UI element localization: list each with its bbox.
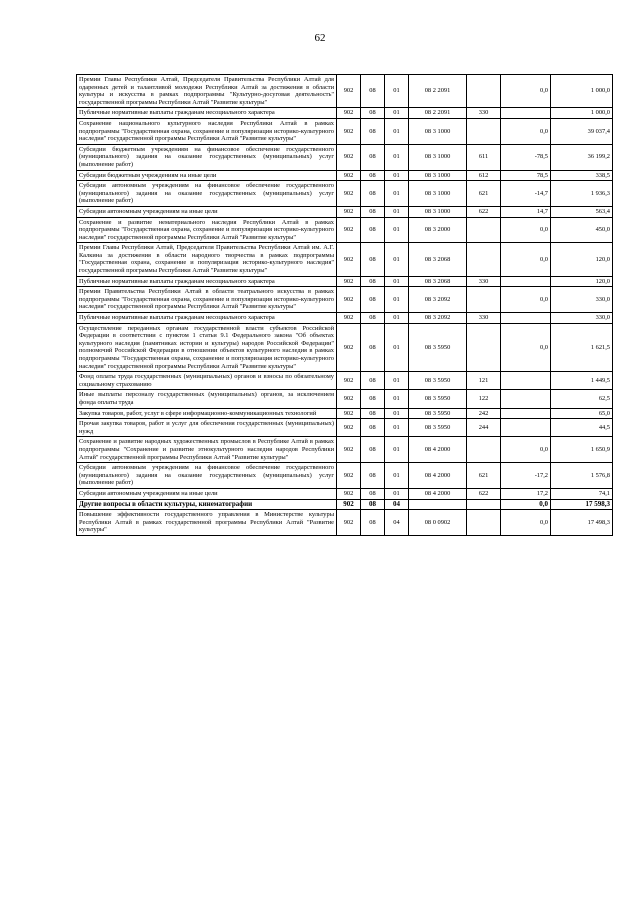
cell-section: 08 [361, 276, 385, 287]
table-row [77, 75, 613, 108]
row-description: Публичные нормативные выплаты гражданам несоциального характера [77, 108, 337, 119]
cell-grbs: 902 [337, 206, 361, 217]
cell-expense-type: 621 [467, 463, 501, 489]
cell-subsection: 01 [385, 463, 409, 489]
row-description: Иные выплаты персоналу государственных (муниципальных) органов, за исключением фонда оплаты труда [77, 390, 337, 408]
cell-target-article: 08 3 1000 [409, 206, 467, 217]
table-row [77, 118, 613, 144]
cell-subsection: 01 [385, 108, 409, 119]
cell-expense-type [467, 75, 501, 108]
cell-target-article: 08 0 0902 [409, 510, 467, 536]
cell-total: 36 199,2 [551, 144, 613, 170]
row-description: Субсидии автономным учреждениям на иные цели [77, 206, 337, 217]
cell-change [501, 408, 551, 419]
row-description: Субсидии автономным учреждениям на иные цели [77, 488, 337, 499]
cell-section: 08 [361, 390, 385, 408]
cell-target-article: 08 3 1000 [409, 170, 467, 181]
cell-expense-type: 242 [467, 408, 501, 419]
cell-change: 78,5 [501, 170, 551, 181]
table-row [77, 206, 613, 217]
cell-change: 0,0 [501, 510, 551, 536]
cell-grbs: 902 [337, 419, 361, 437]
table-row [77, 243, 613, 276]
table-row [77, 390, 613, 408]
cell-subsection: 01 [385, 276, 409, 287]
cell-target-article: 08 3 1000 [409, 118, 467, 144]
cell-grbs: 902 [337, 499, 361, 510]
cell-subsection: 01 [385, 181, 409, 207]
cell-expense-type: 612 [467, 170, 501, 181]
cell-expense-type: 611 [467, 144, 501, 170]
cell-subsection: 04 [385, 499, 409, 510]
table-row [77, 276, 613, 287]
table-row [77, 437, 613, 463]
cell-total: 74,1 [551, 488, 613, 499]
cell-expense-type [467, 118, 501, 144]
cell-grbs: 902 [337, 108, 361, 119]
cell-subsection: 01 [385, 323, 409, 372]
cell-expense-type: 122 [467, 390, 501, 408]
cell-change: 0,0 [501, 118, 551, 144]
row-description: Другие вопросы в области культуры, кинематографии [77, 499, 337, 510]
cell-grbs: 902 [337, 170, 361, 181]
cell-expense-type [467, 510, 501, 536]
cell-subsection: 01 [385, 75, 409, 108]
cell-subsection: 01 [385, 390, 409, 408]
cell-section: 08 [361, 217, 385, 243]
cell-change: -78,5 [501, 144, 551, 170]
row-description: Публичные нормативные выплаты гражданам несоциального характера [77, 313, 337, 324]
cell-subsection: 04 [385, 510, 409, 536]
cell-grbs: 902 [337, 463, 361, 489]
cell-total: 39 037,4 [551, 118, 613, 144]
cell-section: 08 [361, 144, 385, 170]
table-row [77, 108, 613, 119]
cell-target-article: 08 3 2000 [409, 217, 467, 243]
cell-target-article: 08 3 5950 [409, 390, 467, 408]
cell-total: 1 650,9 [551, 437, 613, 463]
cell-total: 44,5 [551, 419, 613, 437]
row-description: Сохранение и развитие нематериального наследия Республики Алтай в рамках подпрограммы "Государственная охрана, сохранение и популяризация историко-культурного наследия" государственной программы Республики Алтай "Развитие культуры" [77, 217, 337, 243]
cell-expense-type: 622 [467, 206, 501, 217]
cell-section: 08 [361, 499, 385, 510]
cell-change: 0,0 [501, 323, 551, 372]
cell-target-article: 08 3 2092 [409, 287, 467, 313]
row-description: Закупка товаров, работ, услуг в сфере информационно-коммуникационных технологий [77, 408, 337, 419]
budget-table [76, 74, 613, 536]
table-row [77, 419, 613, 437]
cell-change: 0,0 [501, 75, 551, 108]
table-row [77, 408, 613, 419]
cell-subsection: 01 [385, 144, 409, 170]
row-description: Премии Главы Республики Алтай, Председателя Правительства Республики Алтай им. А.Г. Калкина за достижения в области народного творчества в рамках подпрограммы "Государственная охрана, сохранение и популяризация историко-культурного наследия" государственной программы Республики Алтай "Развитие культуры" [77, 243, 337, 276]
cell-target-article: 08 3 5950 [409, 372, 467, 390]
cell-grbs: 902 [337, 372, 361, 390]
cell-total: 1 621,5 [551, 323, 613, 372]
cell-total: 1 449,5 [551, 372, 613, 390]
cell-section: 08 [361, 488, 385, 499]
cell-grbs: 902 [337, 323, 361, 372]
cell-target-article [409, 499, 467, 510]
cell-change [501, 419, 551, 437]
cell-total: 17 498,3 [551, 510, 613, 536]
cell-section: 08 [361, 243, 385, 276]
cell-grbs: 902 [337, 181, 361, 207]
cell-total: 1 000,0 [551, 75, 613, 108]
table-row [77, 144, 613, 170]
row-description: Премии Главы Республики Алтай, Председателя Правительства Республики Алтай для одаренных детей и талантливой молодежи Республики Алтай за достижения в области культуры и искусства в рамках подпрограммы "Культурно-досуговая деятельность" государственной программы Республики Алтай "Развитие культуры" [77, 75, 337, 108]
cell-change: -17,2 [501, 463, 551, 489]
cell-total: 330,0 [551, 287, 613, 313]
cell-grbs: 902 [337, 276, 361, 287]
row-description: Сохранение национального культурного наследия Республики Алтай в рамках подпрограммы "Государственная охрана, сохранение и популяризация историко-культурного наследия" государственной программы Республики Алтай "Развитие культуры" [77, 118, 337, 144]
cell-total: 450,0 [551, 217, 613, 243]
cell-change [501, 276, 551, 287]
cell-target-article: 08 3 5950 [409, 419, 467, 437]
cell-expense-type: 330 [467, 108, 501, 119]
row-description: Субсидии автономным учреждениям на финансовое обеспечение государственного (муниципального) задания на оказание государственных (муниципальных) услуг (выполнение работ) [77, 181, 337, 207]
cell-total: 330,0 [551, 313, 613, 324]
cell-expense-type [467, 243, 501, 276]
cell-change: 0,0 [501, 499, 551, 510]
row-description: Осуществление переданных органам государственной власти субъектов Российской Федерации в соответствии с пунктом 1 статьи 9.1 Федерального закона "Об объектах культурного наследия (памятниках истории и культуры) народов Российской Федерации" полномочий Российской Федерации в отношении объектов культурного наследия в рамках подпрограммы "Государственная охрана, сохранение и популяризация историко-культурного наследия" государственной программы Республики Алтай "Развитие культуры" [77, 323, 337, 372]
cell-section: 08 [361, 419, 385, 437]
cell-target-article: 08 2 2091 [409, 108, 467, 119]
cell-change: 0,0 [501, 287, 551, 313]
row-description: Премии Правительства Республики Алтай в области театрального искусства в рамках подпрограммы "Государственная охрана, сохранение и популяризация историко-культурного наследия" государственной программы Республики Алтай "Развитие культуры" [77, 287, 337, 313]
cell-change: 0,0 [501, 243, 551, 276]
table-row [77, 488, 613, 499]
cell-grbs: 902 [337, 437, 361, 463]
cell-grbs: 902 [337, 510, 361, 536]
cell-section: 08 [361, 437, 385, 463]
cell-subsection: 01 [385, 170, 409, 181]
cell-section: 08 [361, 510, 385, 536]
cell-subsection: 01 [385, 313, 409, 324]
cell-total: 120,0 [551, 276, 613, 287]
cell-grbs: 902 [337, 390, 361, 408]
page-number: 62 [314, 32, 326, 44]
row-description: Прочая закупка товаров, работ и услуг для обеспечения государственных (муниципальных) нужд [77, 419, 337, 437]
cell-section: 08 [361, 408, 385, 419]
cell-subsection: 01 [385, 243, 409, 276]
cell-total: 65,0 [551, 408, 613, 419]
cell-total: 62,5 [551, 390, 613, 408]
cell-section: 08 [361, 75, 385, 108]
row-description: Субсидии автономным учреждениям на финансовое обеспечение государственного (муниципального) задания на оказание государственных (муниципальных) услуг (выполнение работ) [77, 463, 337, 489]
cell-section: 08 [361, 323, 385, 372]
cell-section: 08 [361, 463, 385, 489]
row-description: Повышение эффективности государственного управления в Министерстве культуры Республики Алтай в рамках государственной программы Республики Алтай "Развитие культуры" [77, 510, 337, 536]
cell-target-article: 08 3 1000 [409, 144, 467, 170]
cell-total: 563,4 [551, 206, 613, 217]
cell-target-article: 08 3 2092 [409, 313, 467, 324]
cell-subsection: 01 [385, 372, 409, 390]
cell-expense-type [467, 323, 501, 372]
cell-grbs: 902 [337, 75, 361, 108]
cell-change: 0,0 [501, 437, 551, 463]
row-description: Субсидии бюджетным учреждениям на финансовое обеспечение государственного (муниципального) задания на оказание государственных (муниципальных) услуг (выполнение работ) [77, 144, 337, 170]
cell-grbs: 902 [337, 313, 361, 324]
cell-change: 17,2 [501, 488, 551, 499]
cell-change: 14,7 [501, 206, 551, 217]
cell-section: 08 [361, 372, 385, 390]
cell-total: 1 936,3 [551, 181, 613, 207]
table-row [77, 499, 613, 510]
cell-grbs: 902 [337, 287, 361, 313]
cell-target-article: 08 4 2000 [409, 437, 467, 463]
cell-subsection: 01 [385, 287, 409, 313]
cell-grbs: 902 [337, 144, 361, 170]
cell-grbs: 902 [337, 488, 361, 499]
row-description: Фонд оплаты труда государственных (муниципальных) органов и взносы по обязательному социальному страхованию [77, 372, 337, 390]
table-row [77, 181, 613, 207]
cell-expense-type [467, 499, 501, 510]
cell-section: 08 [361, 206, 385, 217]
cell-expense-type: 621 [467, 181, 501, 207]
cell-grbs: 902 [337, 408, 361, 419]
cell-change [501, 372, 551, 390]
cell-grbs: 902 [337, 217, 361, 243]
table-row [77, 323, 613, 372]
cell-target-article: 08 3 1000 [409, 181, 467, 207]
cell-subsection: 01 [385, 419, 409, 437]
cell-expense-type: 330 [467, 313, 501, 324]
cell-expense-type: 330 [467, 276, 501, 287]
table-row [77, 372, 613, 390]
cell-expense-type: 622 [467, 488, 501, 499]
cell-target-article: 08 3 2068 [409, 243, 467, 276]
cell-target-article: 08 4 2000 [409, 488, 467, 499]
cell-section: 08 [361, 313, 385, 324]
table-row [77, 170, 613, 181]
cell-total: 338,5 [551, 170, 613, 181]
cell-target-article: 08 3 5950 [409, 323, 467, 372]
cell-grbs: 902 [337, 118, 361, 144]
cell-expense-type [467, 217, 501, 243]
cell-change [501, 108, 551, 119]
cell-section: 08 [361, 118, 385, 144]
cell-target-article: 08 4 2000 [409, 463, 467, 489]
cell-section: 08 [361, 181, 385, 207]
table-row [77, 217, 613, 243]
cell-section: 08 [361, 170, 385, 181]
cell-section: 08 [361, 287, 385, 313]
cell-change [501, 313, 551, 324]
cell-section: 08 [361, 108, 385, 119]
table-row [77, 463, 613, 489]
cell-subsection: 01 [385, 217, 409, 243]
cell-target-article: 08 3 5950 [409, 408, 467, 419]
table-row [77, 313, 613, 324]
row-description: Публичные нормативные выплаты гражданам несоциального характера [77, 276, 337, 287]
cell-expense-type [467, 437, 501, 463]
cell-target-article: 08 2 2091 [409, 75, 467, 108]
table-row [77, 287, 613, 313]
cell-subsection: 01 [385, 437, 409, 463]
cell-grbs: 902 [337, 243, 361, 276]
cell-change: -14,7 [501, 181, 551, 207]
row-description: Сохранение и развитие народных художественных промыслов в Республике Алтай в рамках подпрограммы "Сохранение и развитие этнокультурного наследия народов Республики Алтай" государственной программы Республики Алтай "Развитие культуры" [77, 437, 337, 463]
cell-total: 120,0 [551, 243, 613, 276]
cell-total: 1 000,0 [551, 108, 613, 119]
cell-expense-type: 121 [467, 372, 501, 390]
cell-subsection: 01 [385, 488, 409, 499]
cell-target-article: 08 3 2068 [409, 276, 467, 287]
cell-change: 0,0 [501, 217, 551, 243]
cell-expense-type: 244 [467, 419, 501, 437]
cell-subsection: 01 [385, 408, 409, 419]
cell-total: 1 576,8 [551, 463, 613, 489]
cell-expense-type [467, 287, 501, 313]
table-row [77, 510, 613, 536]
row-description: Субсидии бюджетным учреждениям на иные цели [77, 170, 337, 181]
cell-change [501, 390, 551, 408]
cell-subsection: 01 [385, 118, 409, 144]
cell-subsection: 01 [385, 206, 409, 217]
cell-total: 17 598,3 [551, 499, 613, 510]
